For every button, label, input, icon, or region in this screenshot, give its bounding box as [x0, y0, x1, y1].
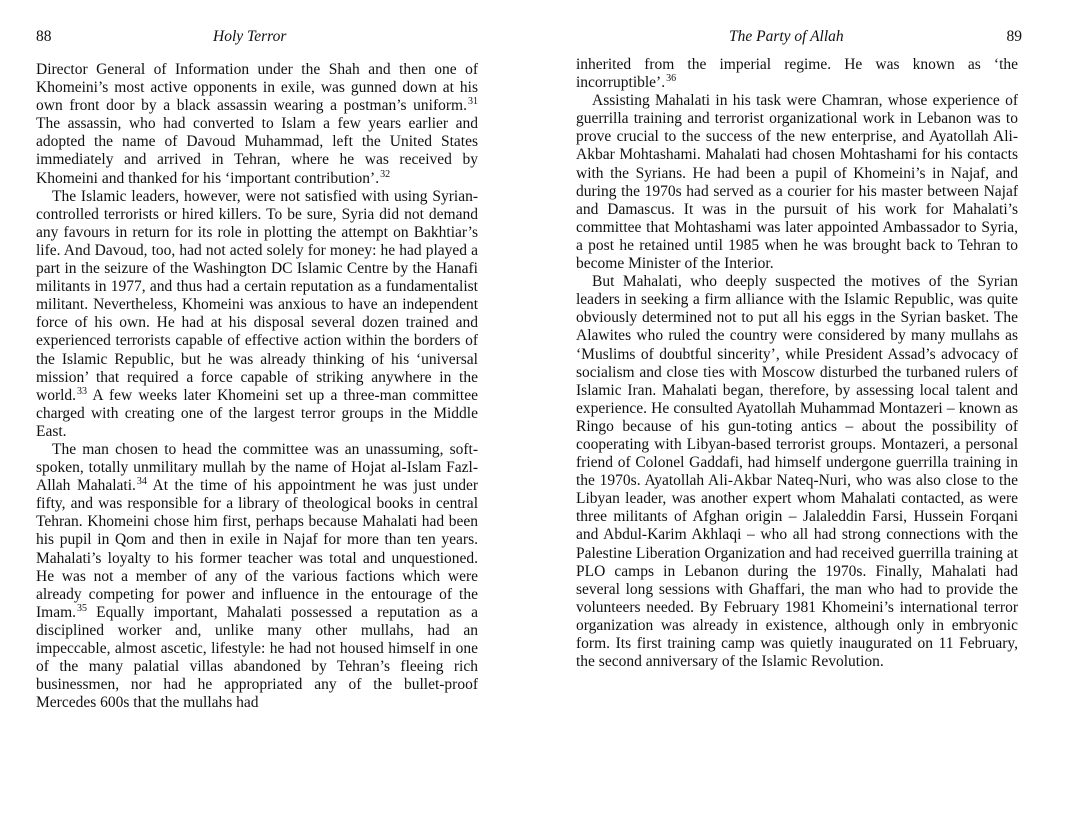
- page-number: 89: [1006, 28, 1022, 45]
- text-segment: A few weeks later Khomeini set up a three-man committee charged with creating one of the largest terror groups in the Middle East.: [36, 386, 478, 440]
- text-segment: Assisting Mahalati in his task were Chamran, whose experience of guerrilla training and terrorist organizational work in Lebanon was to prove crucial to the success of the new enterprise, and Ayatollah Ali-Akbar Mohtashami. Mahalati had chosen Mohtashami for his contacts with the Syrians. He had been a pupil of Khomeini’s in Najaf, and during the 1970s had served as a courier for his master between Najaf and Damascus. It was in the pursuit of his work for Mahalati’s committee that Mohtashami was later appointed Ambassador to Syria, a post he retained until 1985 when he was brought back to Tehran to become Minister of the Interior.: [576, 92, 1018, 273]
- footnote-ref: 31: [468, 96, 478, 108]
- text-segment: The assassin, who had converted to Islam a few years earlier and adopted the name of Davoud Muhammad, left the United States immediately and arrived in Tehran, where he was received by Khomeini and thanked for his ‘important contribution’.: [36, 115, 478, 187]
- left-page-header: [36, 28, 478, 52]
- paragraph: [36, 188, 478, 441]
- footnote-ref: 33: [77, 385, 88, 397]
- paragraph: [36, 61, 478, 188]
- right-page-header: [576, 28, 1022, 52]
- text-segment: At the time of his appointment he was just under fifty, and was responsible for a library of theological books in central Tehran. Khomeini chose him first, perhaps because Mahalati had been his pupil in Qom and then in exile in Najaf for more than ten years. Mahalati’s loyalty to his former teacher was total and unquestioned. He was not a member of any of the various factions which were already competing for power and influence in the entourage of the Imam.: [36, 477, 478, 621]
- text-segment: The Islamic leaders, however, were not satisfied with using Syrian-controlled terrorists or hired killers. To be sure, Syria did not demand any favours in return for its role in plotting the attempt on Bakhtiar’s life. And Davoud, too, had not acted solely for money: he had played a part in the seizure of the Washington DC Islamic Centre by the Hanafi militants in 1977, and thus had a certain reputation as a fundamentalist militant. Nevertheless, Khomeini was anxious to have an independent force of his own. He had at his disposal several dozen trained and experienced terrorists capable of effective action within the borders of the Islamic Republic, but he was already thinking of his ‘universal mission’ that required a force capable of striking anywhere in the world.: [36, 187, 478, 404]
- right-page-body: [576, 56, 1018, 671]
- paragraph: [576, 273, 1018, 671]
- footnote-ref: 34: [136, 476, 147, 488]
- page-number: 88: [36, 28, 52, 45]
- paragraph: [576, 56, 1018, 92]
- text-segment: Equally important, Mahalati possessed a reputation as a disciplined worker and, unlike many other mullahs, had an impeccable, almost ascetic, lifestyle: he had not housed himself in one of the many palatial villas abandoned by Tehran’s fleeing rich businessmen, nor had he appropriated any of the bullet-proof Mercedes 600s that the mullahs had: [36, 603, 478, 712]
- footnote-ref: 35: [77, 602, 88, 614]
- footnote-ref: 32: [380, 168, 391, 180]
- footnote-ref: 36: [666, 73, 677, 85]
- text-segment: The man chosen to head the committee was an unassuming, soft-spoken, totally unmilitary mullah by the name of Hojat al-Islam Fazl-Allah Mahalati.: [36, 440, 478, 495]
- text-segment: But Mahalati, who deeply suspected the motives of the Syrian leaders in seeking a firm alliance with the Islamic Republic, was quite obviously determined not to put all his eggs in the Syrian basket. The Alawites who ruled the country were considered by many mullahs as ‘Muslims of doubtful sincerity’, while President Assad’s advocacy of socialism and close ties with Moscow disturbed the turbaned rulers of Islamic Iran. Mahalati began, therefore, by assessing local talent and experience. He consulted Ayatollah Muhammad Montazeri – known as Ringo because of his gun-toting antics – about the possibility of cooperating with Libyan-based terrorist groups. Montazeri, a personal friend of Colonel Gaddafi, had himself undergone guerrilla training in the 1970s. Ayatollah Ali-Akbar Nateq-Nuri, who was also close to the Libyan leader, was another expert whom Mahalati contacted, as were three militants of Afghan origin – Jalaleddin Farsi, Hussein Forqani and Abdul-Karim Akhlaqi – who all had strong connections with the Palestine Liberation Organization and had received guerrilla training at PLO camps in Lebanon during the 1970s. Finally, Mahalati had several long sessions with Ghaffari, the man who had to provide the volunteers needed. By February 1981 Khomeini’s international terror organization was already in existence, although only in embryonic form. Its first training camp was quietly inaugurated on 11 February, the second anniversary of the Islamic Revolution.: [576, 273, 1018, 671]
- running-title: The Party of Allah: [729, 28, 844, 45]
- left-page-body: [36, 61, 478, 712]
- text-segment: inherited from the imperial regime. He was known as ‘the incorruptible’.: [576, 56, 1018, 92]
- paragraph: [576, 92, 1018, 273]
- running-title: Holy Terror: [213, 28, 287, 45]
- paragraph: [36, 441, 478, 712]
- text-segment: Director General of Information under the Shah and then one of Khomeini’s most active opponents in exile, was gunned down at his own front door by a black assassin wearing a postman’s uniform.: [36, 61, 478, 115]
